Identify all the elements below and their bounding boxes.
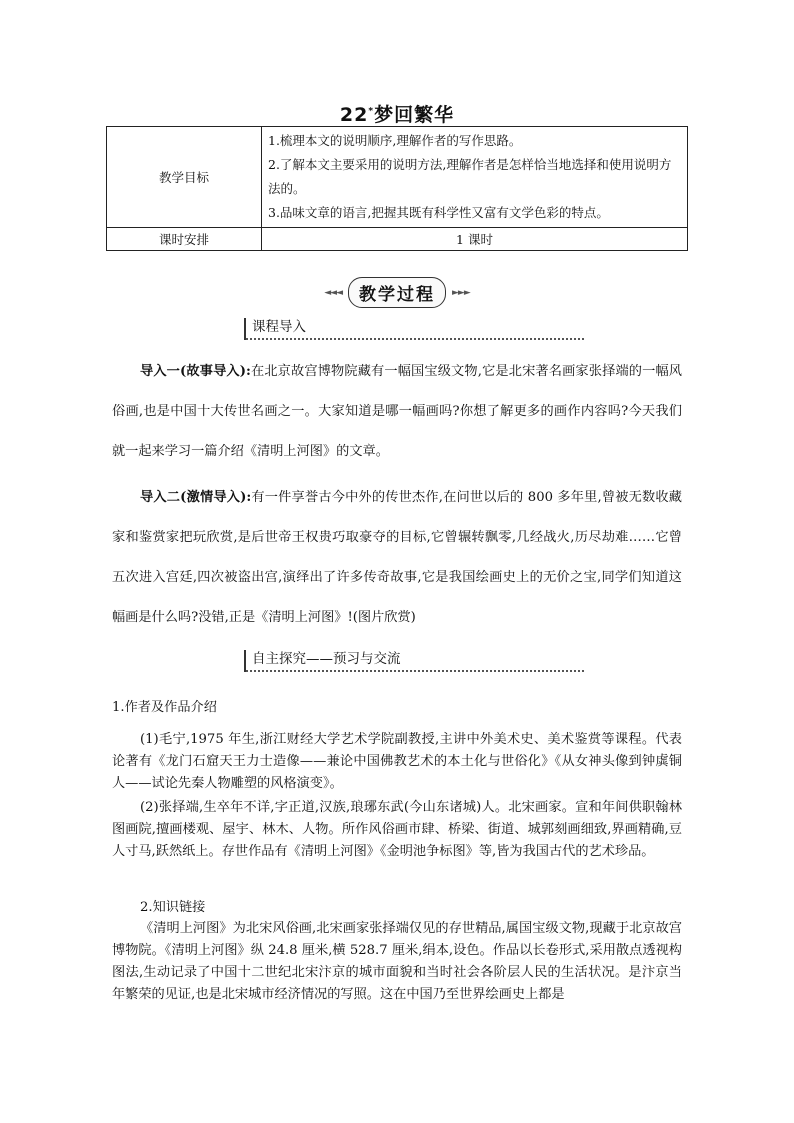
intro-two-label: 导入二(激情导入):: [140, 490, 252, 505]
item2-title: 2.知识链接: [140, 900, 206, 915]
knowledge-link-paragraph: 《清明上河图》为北宋风俗画,北宋画家张择端仅见的存世精品,属国宝级文物,现藏于北京故宫博物院。《清明上河图》纵 24.8 厘米,横 528.7 厘米,绢本,设色。作品以长卷形式,采用散点透视构图法,生动记录了中国十二世纪北宋汴京的城市面貌和当时社会各阶层人民的生活状况。是汴京当年繁荣的见证,也是北宋城市经济情况的写照。这在中国乃至世界绘画史上都是: [112, 921, 682, 1002]
self-study-heading-text: 自主探究——预习与交流: [252, 651, 401, 667]
painter-intro-paragraph: (2)张择端,生卒年不详,字正道,汉族,琅琊东武(今山东诸城)人。北宋画家。宣和年间供职翰林图画院,擅画楼观、屋宇、林木、人物。所作风俗画市肆、桥梁、街道、城郭刻画细致,界画精确,豆人寸马,跃然纸上。存世作品有《清明上河图》《金明池争标图》等,皆为我国古代的艺术珍品。: [112, 800, 682, 859]
goal-item: 3.品味文章的语言,把握其既有科学性又富有文学色彩的特点。: [268, 205, 609, 220]
section-banner: [0, 277, 794, 308]
intro-two-paragraph: [112, 478, 682, 638]
page-title: [0, 100, 794, 127]
table-row: [107, 127, 688, 228]
lead-in-heading: [244, 318, 514, 340]
title-mark: *: [368, 106, 375, 117]
schedule-label: 课时安排: [107, 228, 262, 251]
author-intro-paragraph: (1)毛宁,1975 年生,浙江财经大学艺术学院副教授,主讲中外美术史、美术鉴赏等课程。代表论著有《龙门石窟天王力士造像——兼论中国佛教艺术的本土化与世俗化》《从女神头像到钟虡铜人——试论先秦人物雕塑的风格演变》。: [112, 732, 682, 791]
banner-title: 教学过程: [348, 277, 446, 308]
table-row: [107, 228, 688, 251]
dotted-divider: [246, 667, 584, 672]
intro-two-text: 有一件享誉古今中外的传世杰作,在问世以后的 800 多年里,曾被无数收藏家和鉴赏家把玩欣赏,是后世帝王权贵巧取豪夺的目标,它曾辗转飘零,几经战火,历尽劫难……它曾五次进入宫廷,四次被盗出宫,演绎出了许多传奇故事,它是我国绘画史上的无价之宝,同学们知道这幅画是什么吗?没错,正是《清明上河图》!(图片欣赏): [112, 490, 682, 625]
right-arrows-icon: ►►►: [452, 287, 470, 298]
goals-content: [262, 127, 688, 228]
goal-item: 2.了解本文主要采用的说明方法,理解作者是怎样恰当地选择和使用说明方法的。: [268, 157, 672, 196]
title-number: 22: [339, 104, 369, 126]
item1-title: 1.作者及作品介绍: [112, 700, 217, 715]
intro-one-text: 在北京故宫博物院藏有一幅国宝级文物,它是北宋著名画家张择端的一幅风俗画,也是中国十大传世名画之一。大家知道是哪一幅画吗?你想了解更多的画作内容吗?今天我们就一起来学习一篇介绍《清明上河图》的文章。: [112, 364, 682, 459]
dotted-divider: [246, 335, 584, 340]
intro-one-paragraph: [112, 352, 682, 472]
goals-label: 教学目标: [107, 127, 262, 228]
lead-in-heading-text: 课程导入: [252, 319, 306, 335]
goal-item: 1.梳理本文的说明顺序,理解作者的写作思路。: [268, 133, 522, 148]
intro-one-label: 导入一(故事导入):: [140, 364, 251, 379]
left-arrows-icon: ◄◄◄: [324, 287, 342, 298]
title-text: 梦回繁华: [374, 104, 455, 126]
teaching-goals-table: [106, 126, 688, 251]
schedule-value: 1 课时: [262, 228, 688, 251]
self-study-heading: [244, 650, 514, 672]
